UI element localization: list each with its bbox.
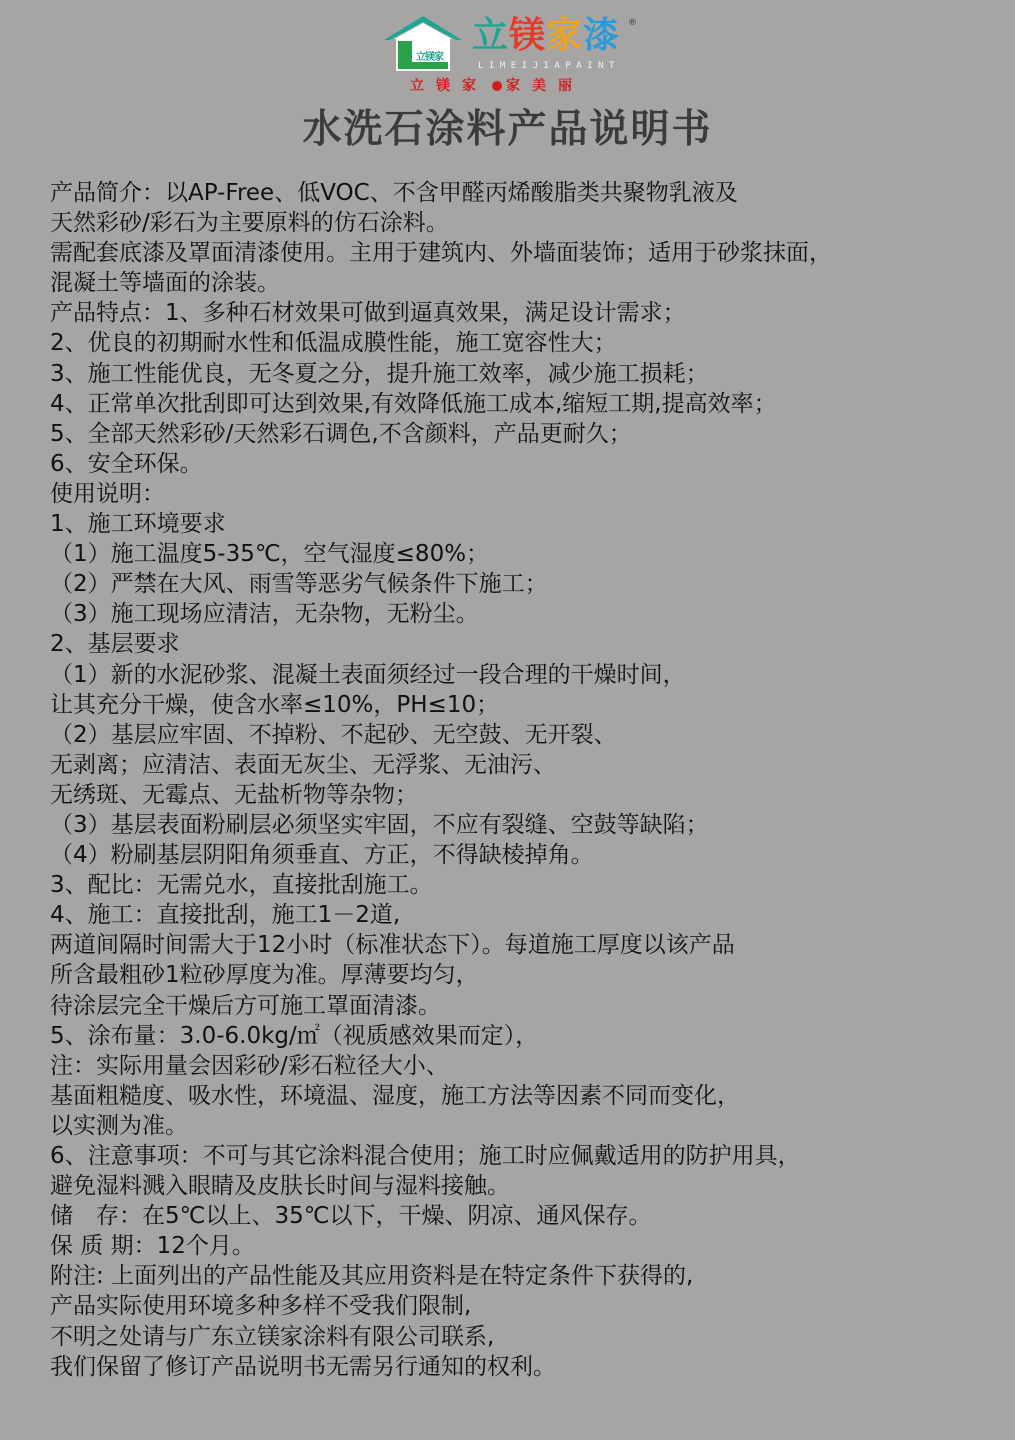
brand-slogan: [410, 75, 584, 95]
body-line: 两道间隔时间需大于12小时（标准状态下）。每道施工厚度以该产品: [50, 932, 735, 959]
body-line: （1）施工温度5-35℃，空气湿度≤80%；: [50, 541, 490, 568]
body-line: 4、施工：直接批刮，施工1－2道,: [50, 902, 401, 929]
body-line: 3、配比：无需兑水，直接批刮施工。: [50, 872, 433, 899]
body-line: 待涂层完全干燥后方可施工罩面清漆。: [50, 992, 441, 1019]
body-line: 产品特点：1、多种石材效果可做到逼真效果，满足设计需求；: [50, 300, 686, 327]
body-line: 不明之处请与广东立镁家涂料有限公司联系,: [50, 1323, 495, 1350]
slogan-right: 家美丽: [506, 78, 584, 94]
body-line: 产品实际使用环境多种多样不受我们限制,: [50, 1293, 472, 1320]
body-line: 4、正常单次批刮即可达到效果,有效降低施工成本,缩短工期,提高效率；: [50, 390, 777, 417]
body-line: 避免湿料溅入眼睛及皮肤长时间与湿料接触。: [50, 1173, 510, 1200]
body-line: 天然彩砂/彩石为主要原料的仿石涂料。: [50, 210, 449, 237]
body-line: （4）粉刷基层阴阳角须垂直、方正，不得缺棱掉角。: [50, 842, 594, 869]
registered-mark: ®: [628, 18, 637, 28]
body-line: 混凝土等墙面的涂装。: [50, 270, 280, 297]
body-line: 储 存：在5℃以上、35℃以下，干燥、阴凉、通风保存。: [50, 1203, 652, 1230]
slogan-left: 立镁家: [410, 78, 488, 94]
brand-char-3: 家: [546, 15, 584, 56]
body-line: 1、施工环境要求: [50, 511, 226, 538]
brand-char-2: 镁: [509, 15, 547, 56]
body-line: （3）基层表面粉刷层必须坚实牢固，不应有裂缝、空鼓等缺陷；: [50, 811, 709, 838]
brand-char-1: 立: [472, 15, 510, 56]
body-line: （2）严禁在大风、雨雪等恶劣气候条件下施工；: [50, 571, 548, 598]
body-line: 2、优良的初期耐水性和低温成膜性能，施工宽容性大；: [50, 330, 617, 357]
house-logo-icon: [380, 12, 466, 74]
body-line: 2、基层要求: [50, 631, 180, 658]
body-line: 附注: 上面列出的产品性能及其应用资料是在特定条件下获得的,: [50, 1263, 694, 1290]
body-line: 5、全部天然彩砂/天然彩石调色,不含颜料，产品更耐久；: [50, 420, 632, 447]
body-line: （1）新的水泥砂浆、混凝土表面须经过一段合理的干燥时间，: [50, 661, 686, 688]
body-line: 所含最粗砂1粒砂厚度为准。厚薄要均匀，: [50, 962, 479, 989]
body-line: 我们保留了修订产品说明书无需另行通知的权利。: [50, 1353, 556, 1380]
body-line: 基面粗糙度、吸水性，环境温、湿度，施工方法等因素不同而变化，: [50, 1082, 740, 1109]
brand-logo: [380, 12, 640, 96]
body-line: 3、施工性能优良，无冬夏之分，提升施工效率，减少施工损耗；: [50, 360, 709, 387]
slogan-dot-icon: [492, 81, 502, 91]
body-line: （3）施工现场应清洁，无杂物，无粉尘。: [50, 601, 479, 628]
body-line: 使用说明：: [50, 480, 165, 507]
body-line: 6、注意事项：不可与其它涂料混合使用；施工时应佩戴适用的防护用具，: [50, 1143, 801, 1169]
body-line: 需配套底漆及罩面清漆使用。主用于建筑内、外墙面装饰；适用于砂浆抹面，: [50, 240, 832, 267]
body-line: 以实测为准。: [50, 1112, 188, 1139]
body-line: 5、涂布量：3.0-6.0kg/㎡（视质感效果而定），: [50, 1022, 539, 1049]
body-line: （2）基层应牢固、不掉粉、不起砂、无空鼓、无开裂、: [50, 721, 617, 748]
body-line: 让其充分干燥，使含水率≤10%，PH≤10；: [50, 691, 500, 718]
document-body: [50, 178, 990, 1382]
body-line: 6、安全环保。: [50, 450, 203, 477]
body-line: 无绣斑、无霉点、无盐析物等杂物；: [50, 781, 418, 808]
body-line: 无剥离；应清洁、表面无灰尘、无浮浆、无油污、: [50, 751, 556, 778]
house-logo-text: 立镁家: [416, 52, 443, 63]
brand-english: LIMEIJIAPAINT: [478, 61, 620, 71]
document-title: 水洗石涂料产品说明书: [302, 107, 713, 152]
brand-name: [472, 16, 620, 56]
body-line: 保 质 期：12个月。: [50, 1233, 255, 1260]
brand-char-4: 漆: [583, 15, 621, 56]
body-line: 产品简介：以AP-Free、低VOC、不含甲醛丙烯酸脂类共聚物乳液及: [50, 180, 738, 206]
body-line: 注：实际用量会因彩砂/彩石粒径大小、: [50, 1052, 449, 1079]
